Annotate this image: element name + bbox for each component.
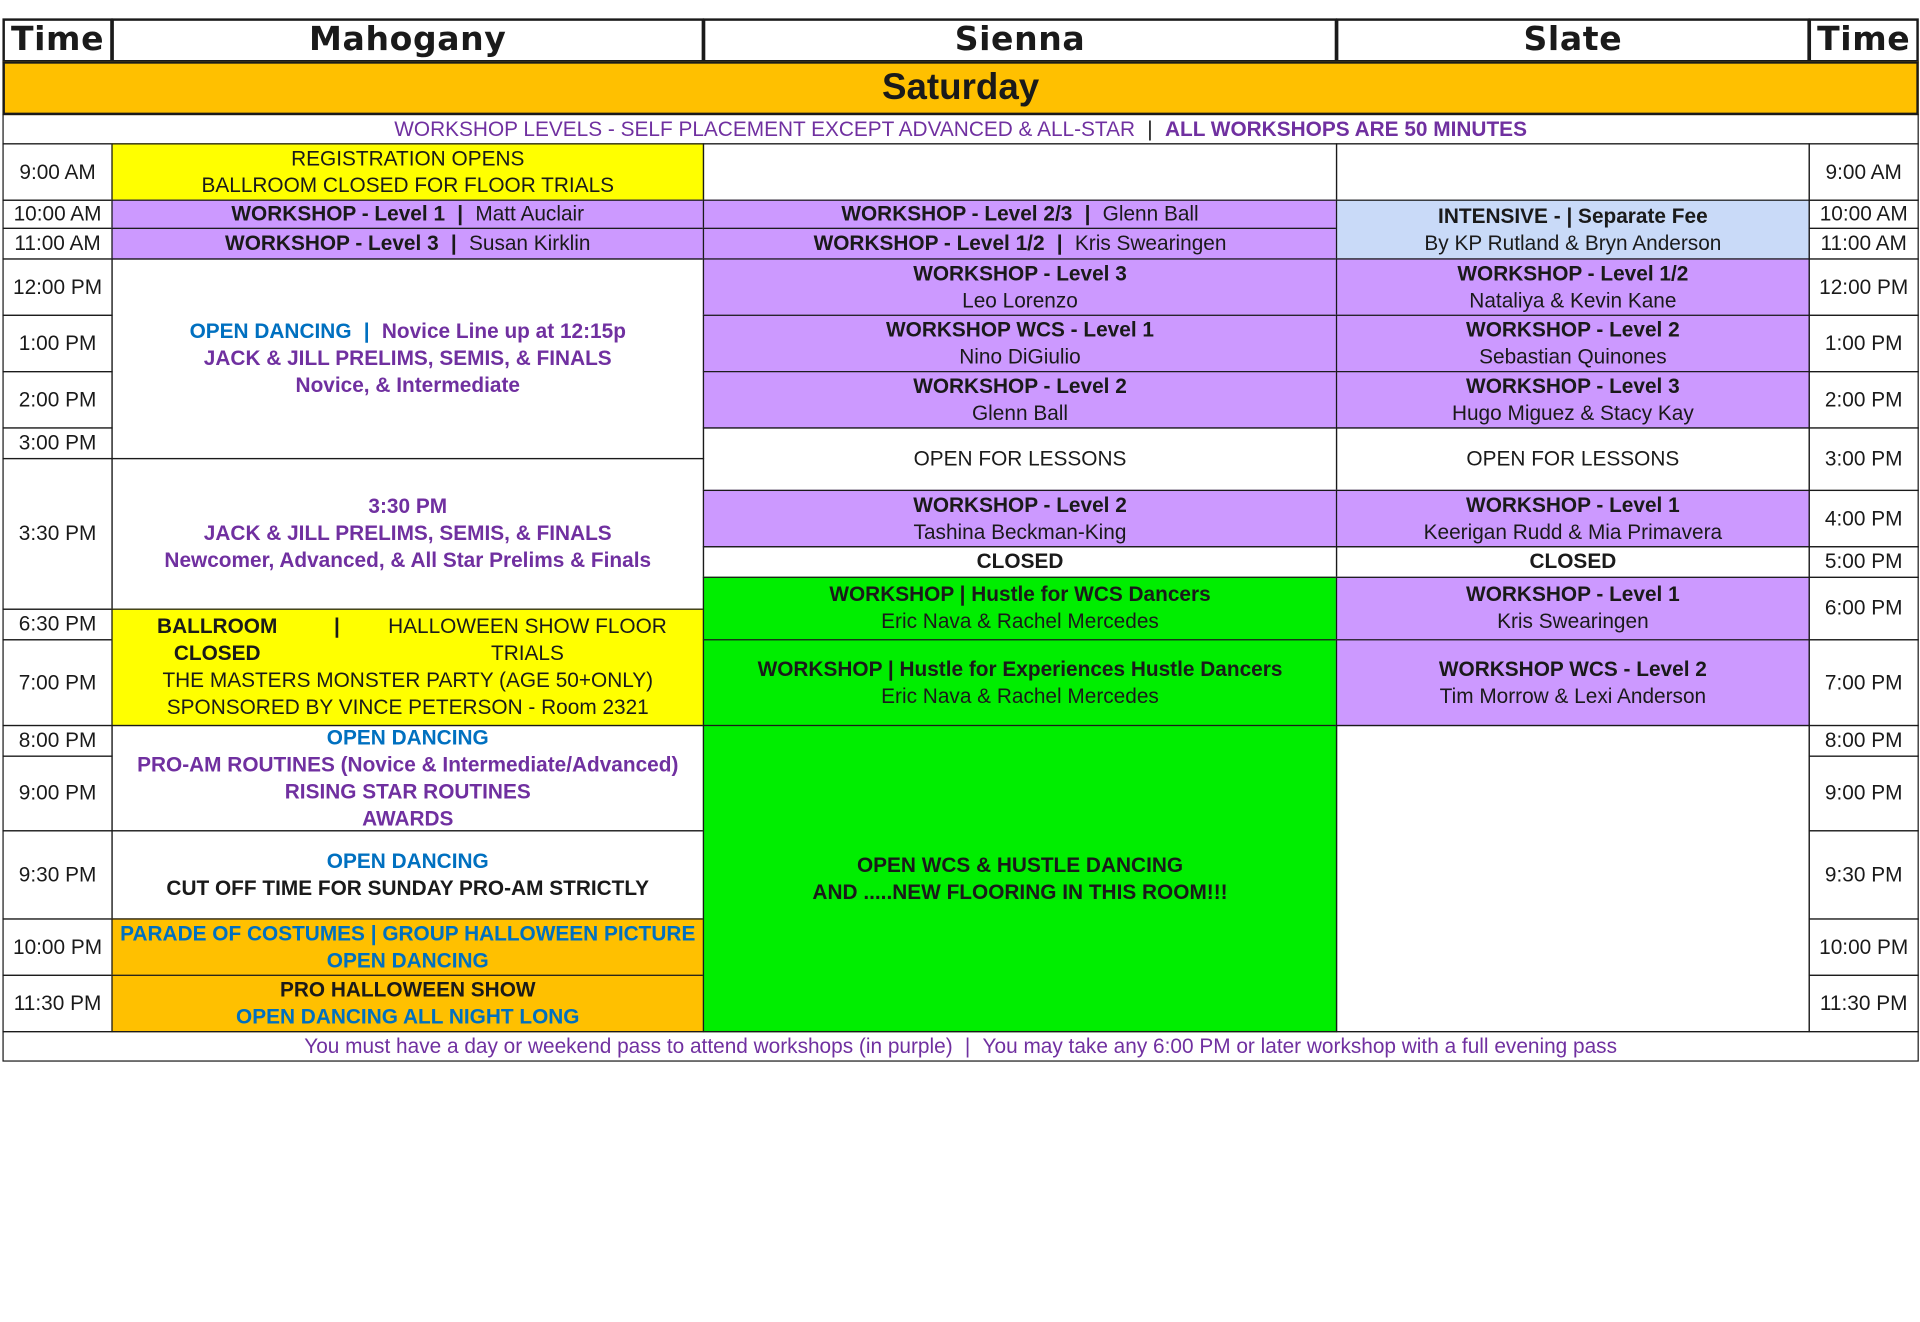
- instructor: Eric Nava & Rachel Mercedes: [881, 683, 1159, 708]
- separator: |: [1084, 202, 1091, 226]
- separator: |: [457, 202, 464, 226]
- time-slot: 1:00 PM: [2, 315, 112, 373]
- day-banner: Saturday: [2, 61, 1918, 115]
- sienna-workshop-23: [703, 200, 1337, 229]
- workshop-title: WORKSHOP - Level 1/2: [1457, 261, 1689, 285]
- open-dancing-label: OPEN DANCING ALL NIGHT LONG: [236, 1004, 580, 1028]
- sienna-empty: [703, 143, 1337, 201]
- sienna-workshop-level2: [703, 371, 1337, 429]
- mahogany-workshop-level3: [111, 228, 704, 260]
- novice-lineup: Novice Line up at 12:15p: [381, 319, 626, 343]
- time-slot: 11:30 PM: [2, 975, 112, 1033]
- open-wcs-line: OPEN WCS & HUSTLE DANCING: [856, 852, 1184, 877]
- instructor: Nino DiGiulio: [959, 344, 1081, 368]
- mahogany-pro-show: [111, 975, 704, 1033]
- time-slot: 9:00 AM: [1809, 143, 1919, 201]
- new-flooring-line: AND .....NEW FLOORING IN THIS ROOM!!!: [812, 879, 1228, 904]
- header-time-right: Time: [1809, 18, 1919, 62]
- time-slot: 11:30 PM: [1809, 975, 1919, 1033]
- header-sienna: Sienna: [703, 18, 1337, 62]
- time-slot: 9:30 PM: [1809, 830, 1919, 919]
- sienna-workshop-level3: [703, 258, 1337, 316]
- time-slot: 11:00 AM: [2, 228, 112, 260]
- instructor: Nataliya & Kevin Kane: [1469, 288, 1677, 312]
- instructor: By KP Rutland & Bryn Anderson: [1424, 230, 1722, 255]
- instructor: Kris Swearingen: [1074, 231, 1227, 255]
- open-dancing-label: OPEN DANCING: [326, 849, 489, 873]
- mahogany-evening-routines: [111, 725, 704, 832]
- time-slot: 9:30 PM: [2, 830, 112, 919]
- ballroom-closed-line: [113, 613, 703, 667]
- footer-evening-note: You may take any 6:00 PM or later workshop with a full evening pass: [982, 1034, 1618, 1058]
- awards: AWARDS: [362, 806, 454, 830]
- header-time-left: Time: [2, 18, 112, 62]
- workshop-title: WORKSHOP - Level 1: [1466, 582, 1680, 607]
- footer-pass-note: You must have a day or weekend pass to attend workshops (in purple): [304, 1034, 953, 1058]
- sienna-open-lessons: OPEN FOR LESSONS: [703, 427, 1337, 491]
- separator: |: [333, 614, 340, 638]
- floor-trials: HALLOWEEN SHOW FLOOR TRIALS: [388, 614, 667, 665]
- time-slot: 1:00 PM: [1809, 315, 1919, 373]
- time-slot: 9:00 PM: [2, 756, 112, 832]
- levels-note-duration: ALL WORKSHOPS ARE 50 MINUTES: [1164, 116, 1527, 141]
- workshop-title: WORKSHOP - Level 1/2: [813, 231, 1045, 255]
- instructor: Leo Lorenzo: [962, 288, 1078, 312]
- instructor: Sebastian Quinones: [1479, 344, 1667, 368]
- separator: |: [1056, 231, 1063, 255]
- workshop-title: WORKSHOP WCS - Level 2: [1438, 656, 1707, 681]
- slate-empty-evening: [1336, 725, 1810, 1032]
- time-slot: 10:00 PM: [2, 918, 112, 976]
- workshop-title: WORKSHOP WCS - Level 1: [886, 317, 1154, 342]
- slate-open-lessons: OPEN FOR LESSONS: [1336, 427, 1810, 491]
- sponsor-line: SPONSORED BY VINCE PETERSON - Room 2321: [166, 695, 649, 719]
- footer-separator: |: [964, 1034, 971, 1058]
- separator: |: [450, 231, 457, 255]
- workshop-title: WORKSHOP - Level 2: [1466, 317, 1680, 342]
- ballroom-closed-label: BALLROOM CLOSED: [157, 614, 278, 665]
- slate-closed: CLOSED: [1336, 546, 1810, 578]
- parade-line: PARADE OF COSTUMES | GROUP HALLOWEEN PICTURE: [120, 921, 696, 945]
- instructor: Kris Swearingen: [1497, 609, 1649, 634]
- instructor: Keerigan Rudd & Mia Primavera: [1423, 519, 1723, 544]
- workshop-title: WORKSHOP - Level 2: [913, 374, 1127, 398]
- workshop-title: WORKSHOP - Level 3: [913, 261, 1127, 285]
- levels-note: [2, 114, 1918, 145]
- slate-workshop-level1: [1336, 490, 1810, 548]
- instructor: Tashina Beckman-King: [913, 519, 1127, 544]
- masters-party: THE MASTERS MONSTER PARTY (AGE 50+ONLY): [162, 668, 654, 692]
- registration-line: REGISTRATION OPENS: [291, 146, 525, 170]
- mahogany-parade: [111, 918, 704, 976]
- separator: |: [363, 319, 370, 343]
- registration-line: BALLROOM CLOSED FOR FLOOR TRIALS: [201, 173, 615, 197]
- workshop-title: WORKSHOP - Level 2/3: [841, 202, 1073, 226]
- instructor: Eric Nava & Rachel Mercedes: [881, 609, 1159, 634]
- time-slot: 2:00 PM: [1809, 371, 1919, 429]
- slate-workshop-level2: [1336, 315, 1810, 373]
- time-slot: 12:00 PM: [2, 258, 112, 316]
- workshop-title: WORKSHOP - Level 2: [913, 492, 1127, 517]
- open-dancing-label: OPEN DANCING: [326, 725, 489, 749]
- time-slot: 6:30 PM: [2, 609, 112, 641]
- mahogany-ballroom-closed: [111, 609, 704, 727]
- time-slot: 3:00 PM: [2, 427, 112, 459]
- instructor: Glenn Ball: [971, 401, 1069, 425]
- header-slate: Slate: [1336, 18, 1810, 62]
- jj-time: 3:30 PM: [368, 494, 448, 518]
- levels-note-text: WORKSHOP LEVELS - SELF PLACEMENT EXCEPT ADVANCED & ALL-STAR: [394, 116, 1136, 141]
- sienna-hustle-experienced: [703, 639, 1337, 726]
- instructor: Matt Auclair: [475, 202, 585, 226]
- levels-note-separator: |: [1147, 116, 1153, 141]
- time-slot: 9:00 AM: [2, 143, 112, 201]
- time-slot: 10:00 AM: [1809, 200, 1919, 229]
- time-slot: 7:00 PM: [2, 639, 112, 726]
- mahogany-workshop-level1: [111, 200, 704, 229]
- time-slot: 6:00 PM: [1809, 577, 1919, 641]
- time-slot: 12:00 PM: [1809, 258, 1919, 316]
- workshop-title: WORKSHOP - Level 3: [225, 231, 439, 255]
- workshop-title: WORKSHOP | Hustle for Experiences Hustle Dancers: [757, 656, 1283, 681]
- time-slot: 5:00 PM: [1809, 546, 1919, 578]
- slate-workshop-wcs2: [1336, 639, 1810, 726]
- open-dancing-line: [190, 318, 626, 345]
- sienna-hustle-wcs: [703, 577, 1337, 641]
- time-slot: 4:00 PM: [1809, 490, 1919, 548]
- jack-jill-line: JACK & JILL PRELIMS, SEMIS, & FINALS: [203, 521, 612, 545]
- workshop-title: WORKSHOP - Level 3: [1466, 374, 1680, 398]
- header-mahogany: Mahogany: [111, 18, 704, 62]
- sienna-workshop-wcs1: [703, 315, 1337, 373]
- workshop-title: WORKSHOP - Level 1: [1466, 492, 1680, 517]
- time-slot: 3:30 PM: [2, 458, 112, 610]
- slate-workshop-level1b: [1336, 577, 1810, 641]
- slate-workshop-12: [1336, 258, 1810, 316]
- mahogany-cutoff: [111, 830, 704, 919]
- time-slot: 10:00 PM: [1809, 918, 1919, 976]
- time-slot: 9:00 PM: [1809, 756, 1919, 832]
- division-line: Novice, & Intermediate: [295, 373, 520, 397]
- jack-jill-line: JACK & JILL PRELIMS, SEMIS, & FINALS: [203, 346, 612, 370]
- mahogany-registration: [111, 143, 704, 201]
- time-slot: 11:00 AM: [1809, 228, 1919, 260]
- footer-note: [2, 1031, 1918, 1062]
- instructor: Hugo Miguez & Stacy Kay: [1451, 401, 1694, 425]
- instructor: Susan Kirklin: [468, 231, 591, 255]
- workshop-title: WORKSHOP - Level 1: [231, 202, 446, 226]
- cutoff-line: CUT OFF TIME FOR SUNDAY PRO-AM STRICTLY: [166, 876, 650, 900]
- instructor: Tim Morrow & Lexi Anderson: [1439, 683, 1707, 708]
- slate-intensive: [1336, 200, 1810, 260]
- time-slot: 3:00 PM: [1809, 427, 1919, 491]
- pro-am-routines: PRO-AM ROUTINES (Novice & Intermediate/Advanced): [137, 752, 679, 776]
- slate-empty: [1336, 143, 1810, 201]
- sienna-closed: CLOSED: [703, 546, 1337, 578]
- workshop-title: WORKSHOP | Hustle for WCS Dancers: [829, 582, 1211, 607]
- time-slot: 2:00 PM: [2, 371, 112, 429]
- sienna-workshop-12: [703, 228, 1337, 260]
- open-dancing-label: OPEN DANCING: [189, 319, 352, 343]
- sienna-open-wcs-hustle: [703, 725, 1337, 1032]
- time-slot: 8:00 PM: [1809, 725, 1919, 757]
- mahogany-open-dancing-noon: [111, 258, 704, 459]
- open-dancing-label: OPEN DANCING: [326, 948, 489, 972]
- division-line: Newcomer, Advanced, & All Star Prelims & Finals: [164, 548, 652, 572]
- rising-star-routines: RISING STAR ROUTINES: [284, 779, 531, 803]
- slate-workshop-level3: [1336, 371, 1810, 429]
- sienna-workshop-level2b: [703, 490, 1337, 548]
- time-slot: 7:00 PM: [1809, 639, 1919, 726]
- pro-show-line: PRO HALLOWEEN SHOW: [279, 977, 536, 1002]
- intensive-title: INTENSIVE - | Separate Fee: [1438, 203, 1708, 228]
- mahogany-jack-jill-330: [111, 458, 704, 610]
- time-slot: 8:00 PM: [2, 725, 112, 757]
- instructor: Glenn Ball: [1102, 202, 1199, 226]
- time-slot: 10:00 AM: [2, 200, 112, 229]
